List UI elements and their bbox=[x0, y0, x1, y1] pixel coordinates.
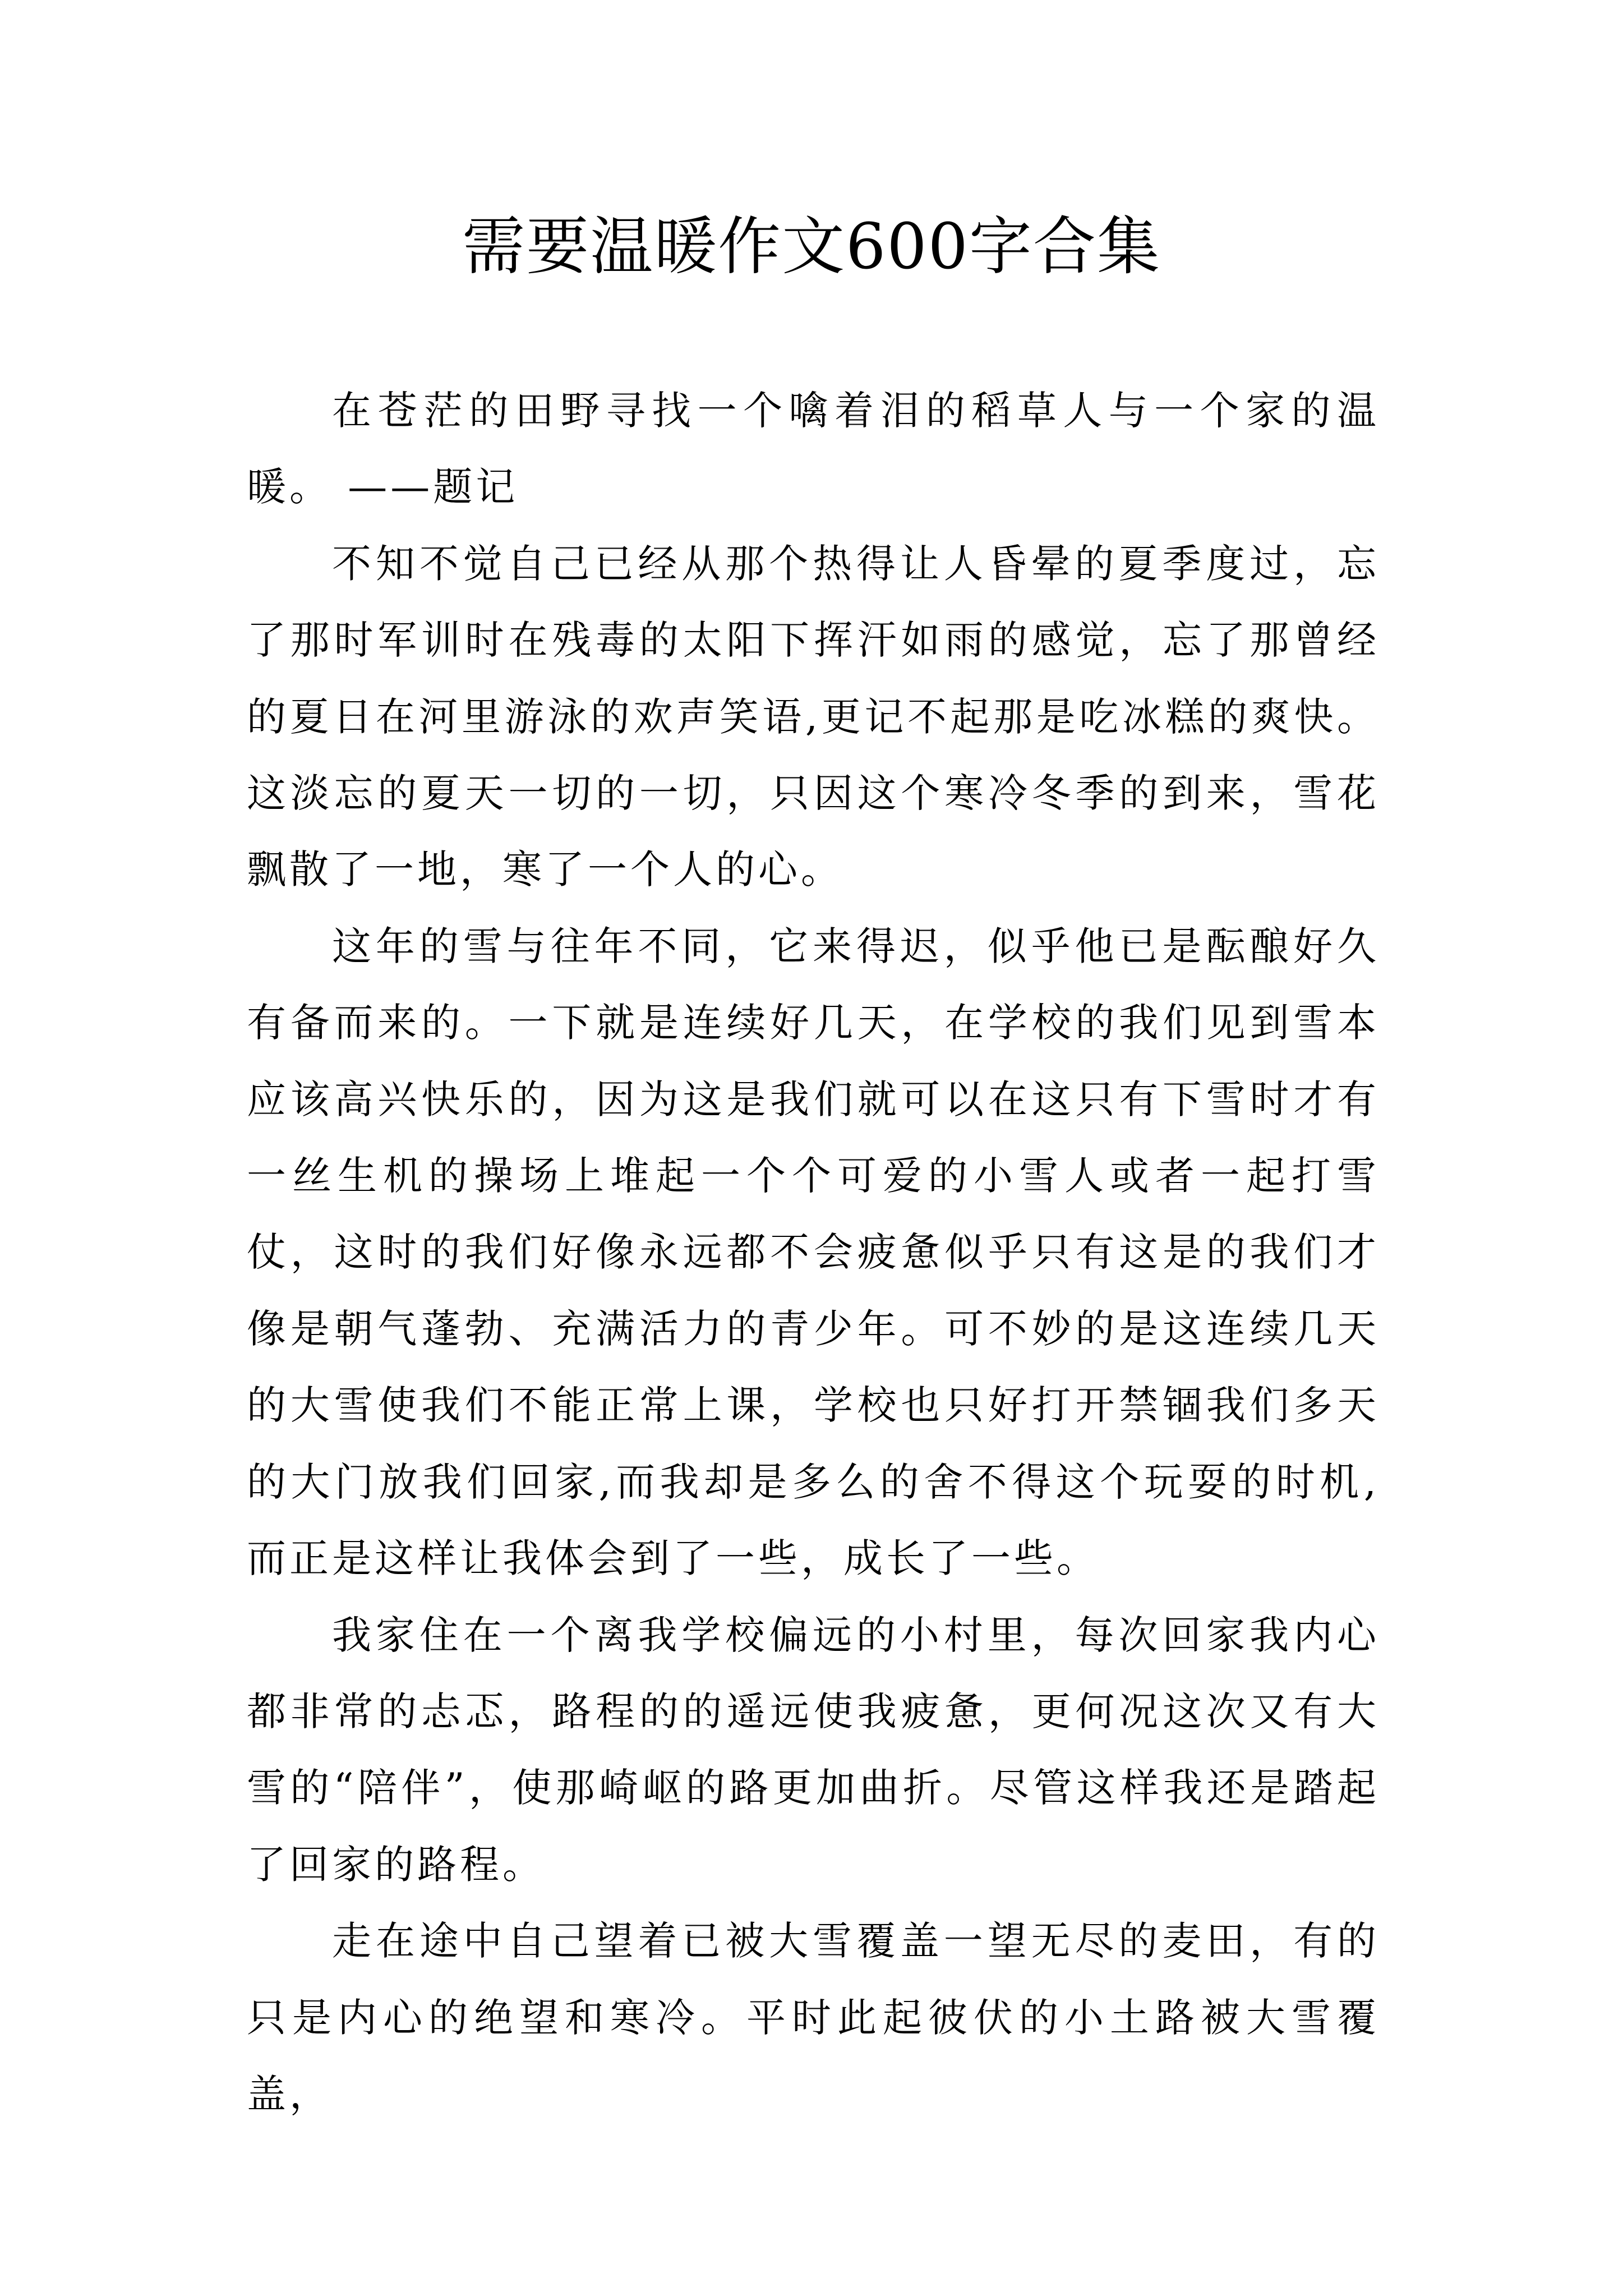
paragraph: 走在途中自己望着已被大雪覆盖一望无尽的麦田，有的只是内心的绝望和寒冷。平时此起彼伏的小土路被大雪覆盖， bbox=[247, 1918, 1380, 2117]
paragraph-epigraph: 在苍茫的田野寻找一个噙着泪的稻草人与一个家的温暖。 ——题记 bbox=[247, 388, 1380, 510]
document-title: 需要温暖作文600字合集 bbox=[462, 210, 1161, 283]
paragraph: 我家住在一个离我学校偏远的小村里，每次回家我内心都非常的忐忑，路程的的遥远使我疲惫，更何况这次又有大雪的“陪伴”，使那崎岖的路更加曲折。尽管这样我还是踏起了回家的路程。 bbox=[247, 1612, 1380, 1888]
paragraph: 不知不觉自己已经从那个热得让人昏晕的夏季度过，忘了那时军训时在残毒的太阳下挥汗如雨的感觉，忘了那曾经的夏日在河里游泳的欢声笑语,更记不起那是吃冰糕的爽快。这淡忘的夏天一切的一切，只因这个寒冷冬季的到来，雪花飘散了一地，寒了一个人的心。 bbox=[247, 540, 1380, 893]
paragraph: 这年的雪与往年不同，它来得迟，似乎他已是酝酿好久有备而来的。一下就是连续好几天，在学校的我们见到雪本应该高兴快乐的，因为这是我们就可以在这只有下雪时才有一丝生机的操场上堆起一个个可爱的小雪人或者一起打雪仗，这时的我们好像永远都不会疲惫似乎只有这是的我们才像是朝气蓬勃、充满活力的青少年。可不妙的是这连续几天的大雪使我们不能正常上课，学校也只好打开禁锢我们多天的大门放我们回家,而我却是多么的舍不得这个玩耍的时机,而正是这样让我体会到了一些，成长了一些。 bbox=[247, 923, 1380, 1582]
document-body bbox=[247, 372, 1380, 2132]
